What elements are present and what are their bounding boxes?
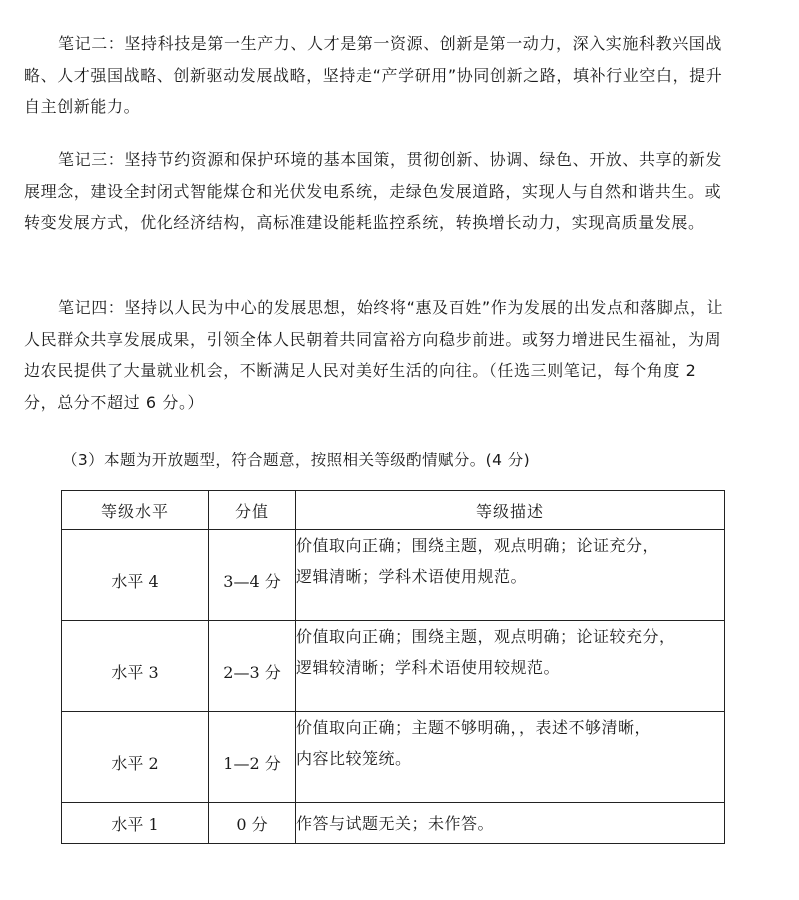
table-row bbox=[62, 712, 725, 803]
note-2-paragraph bbox=[24, 28, 724, 123]
note-3-text: 笔记三：坚持节约资源和保护环境的基本国策，贯彻创新、协调、绿色、开放、共享的新发展理念，建设全封闭式智能煤仓和光伏发电系统，走绿色发展道路，实现人与自然和谐共生。或转变发展方式，优化经济结构，高标准建设能耗监控系统，转换增长动力，实现高质量发展。 bbox=[24, 150, 723, 232]
header-score: 分值 bbox=[209, 491, 296, 530]
description-cell bbox=[296, 712, 725, 803]
description-cell bbox=[296, 530, 725, 621]
note-3-paragraph bbox=[24, 144, 724, 239]
description-line: 逻辑较清晰；学科术语使用较规范。 bbox=[296, 658, 561, 677]
table-row bbox=[62, 621, 725, 712]
score-cell: 2—3 分 bbox=[209, 621, 296, 712]
score-cell: 1—2 分 bbox=[209, 712, 296, 803]
description-cell bbox=[296, 803, 725, 844]
description-line: 逻辑清晰；学科术语使用规范。 bbox=[296, 567, 528, 586]
level-cell: 水平 1 bbox=[62, 803, 209, 844]
note-2-text: 笔记二：坚持科技是第一生产力、人才是第一资源、创新是第一动力，深入实施科教兴国战略、人才强国战略、创新驱动发展战略，坚持走“产学研用”协同创新之路，填补行业空白，提升自主创新能力。 bbox=[24, 34, 723, 116]
level-cell: 水平 2 bbox=[62, 712, 209, 803]
description-line: 价值取向正确；主题不够明确，，表述不够清晰， bbox=[296, 718, 652, 737]
score-cell: 3—4 分 bbox=[209, 530, 296, 621]
header-description: 等级描述 bbox=[296, 491, 725, 530]
description-line: 内容比较笼统。 bbox=[296, 749, 412, 768]
header-level: 等级水平 bbox=[62, 491, 209, 530]
question-3-instruction: （3）本题为开放题型，符合题意，按照相关等级酌情赋分。(4 分) bbox=[62, 451, 531, 469]
grading-level-table bbox=[61, 490, 725, 844]
description-line: 价值取向正确；围绕主题，观点明确；论证较充分， bbox=[296, 627, 676, 646]
level-cell: 水平 4 bbox=[62, 530, 209, 621]
table-row bbox=[62, 803, 725, 844]
note-4-paragraph bbox=[24, 292, 724, 418]
level-cell: 水平 3 bbox=[62, 621, 209, 712]
description-line: 价值取向正确；围绕主题，观点明确；论证充分， bbox=[296, 536, 660, 555]
note-4-text: 笔记四：坚持以人民为中心的发展思想，始终将“惠及百姓”作为发展的出发点和落脚点，让人民群众共享发展成果，引领全体人民朝着共同富裕方向稳步前进。或努力增进民生福祉，为周边农民提供了大量就业机会，不断满足人民对美好生活的向往。（任选三则笔记，每个角度 2 分，总分不超过 6 分。） bbox=[24, 298, 724, 412]
score-cell: 0 分 bbox=[209, 803, 296, 844]
table-header-row bbox=[62, 491, 725, 530]
description-cell bbox=[296, 621, 725, 712]
description-line: 作答与试题无关；未作答。 bbox=[296, 813, 495, 833]
table-row bbox=[62, 530, 725, 621]
